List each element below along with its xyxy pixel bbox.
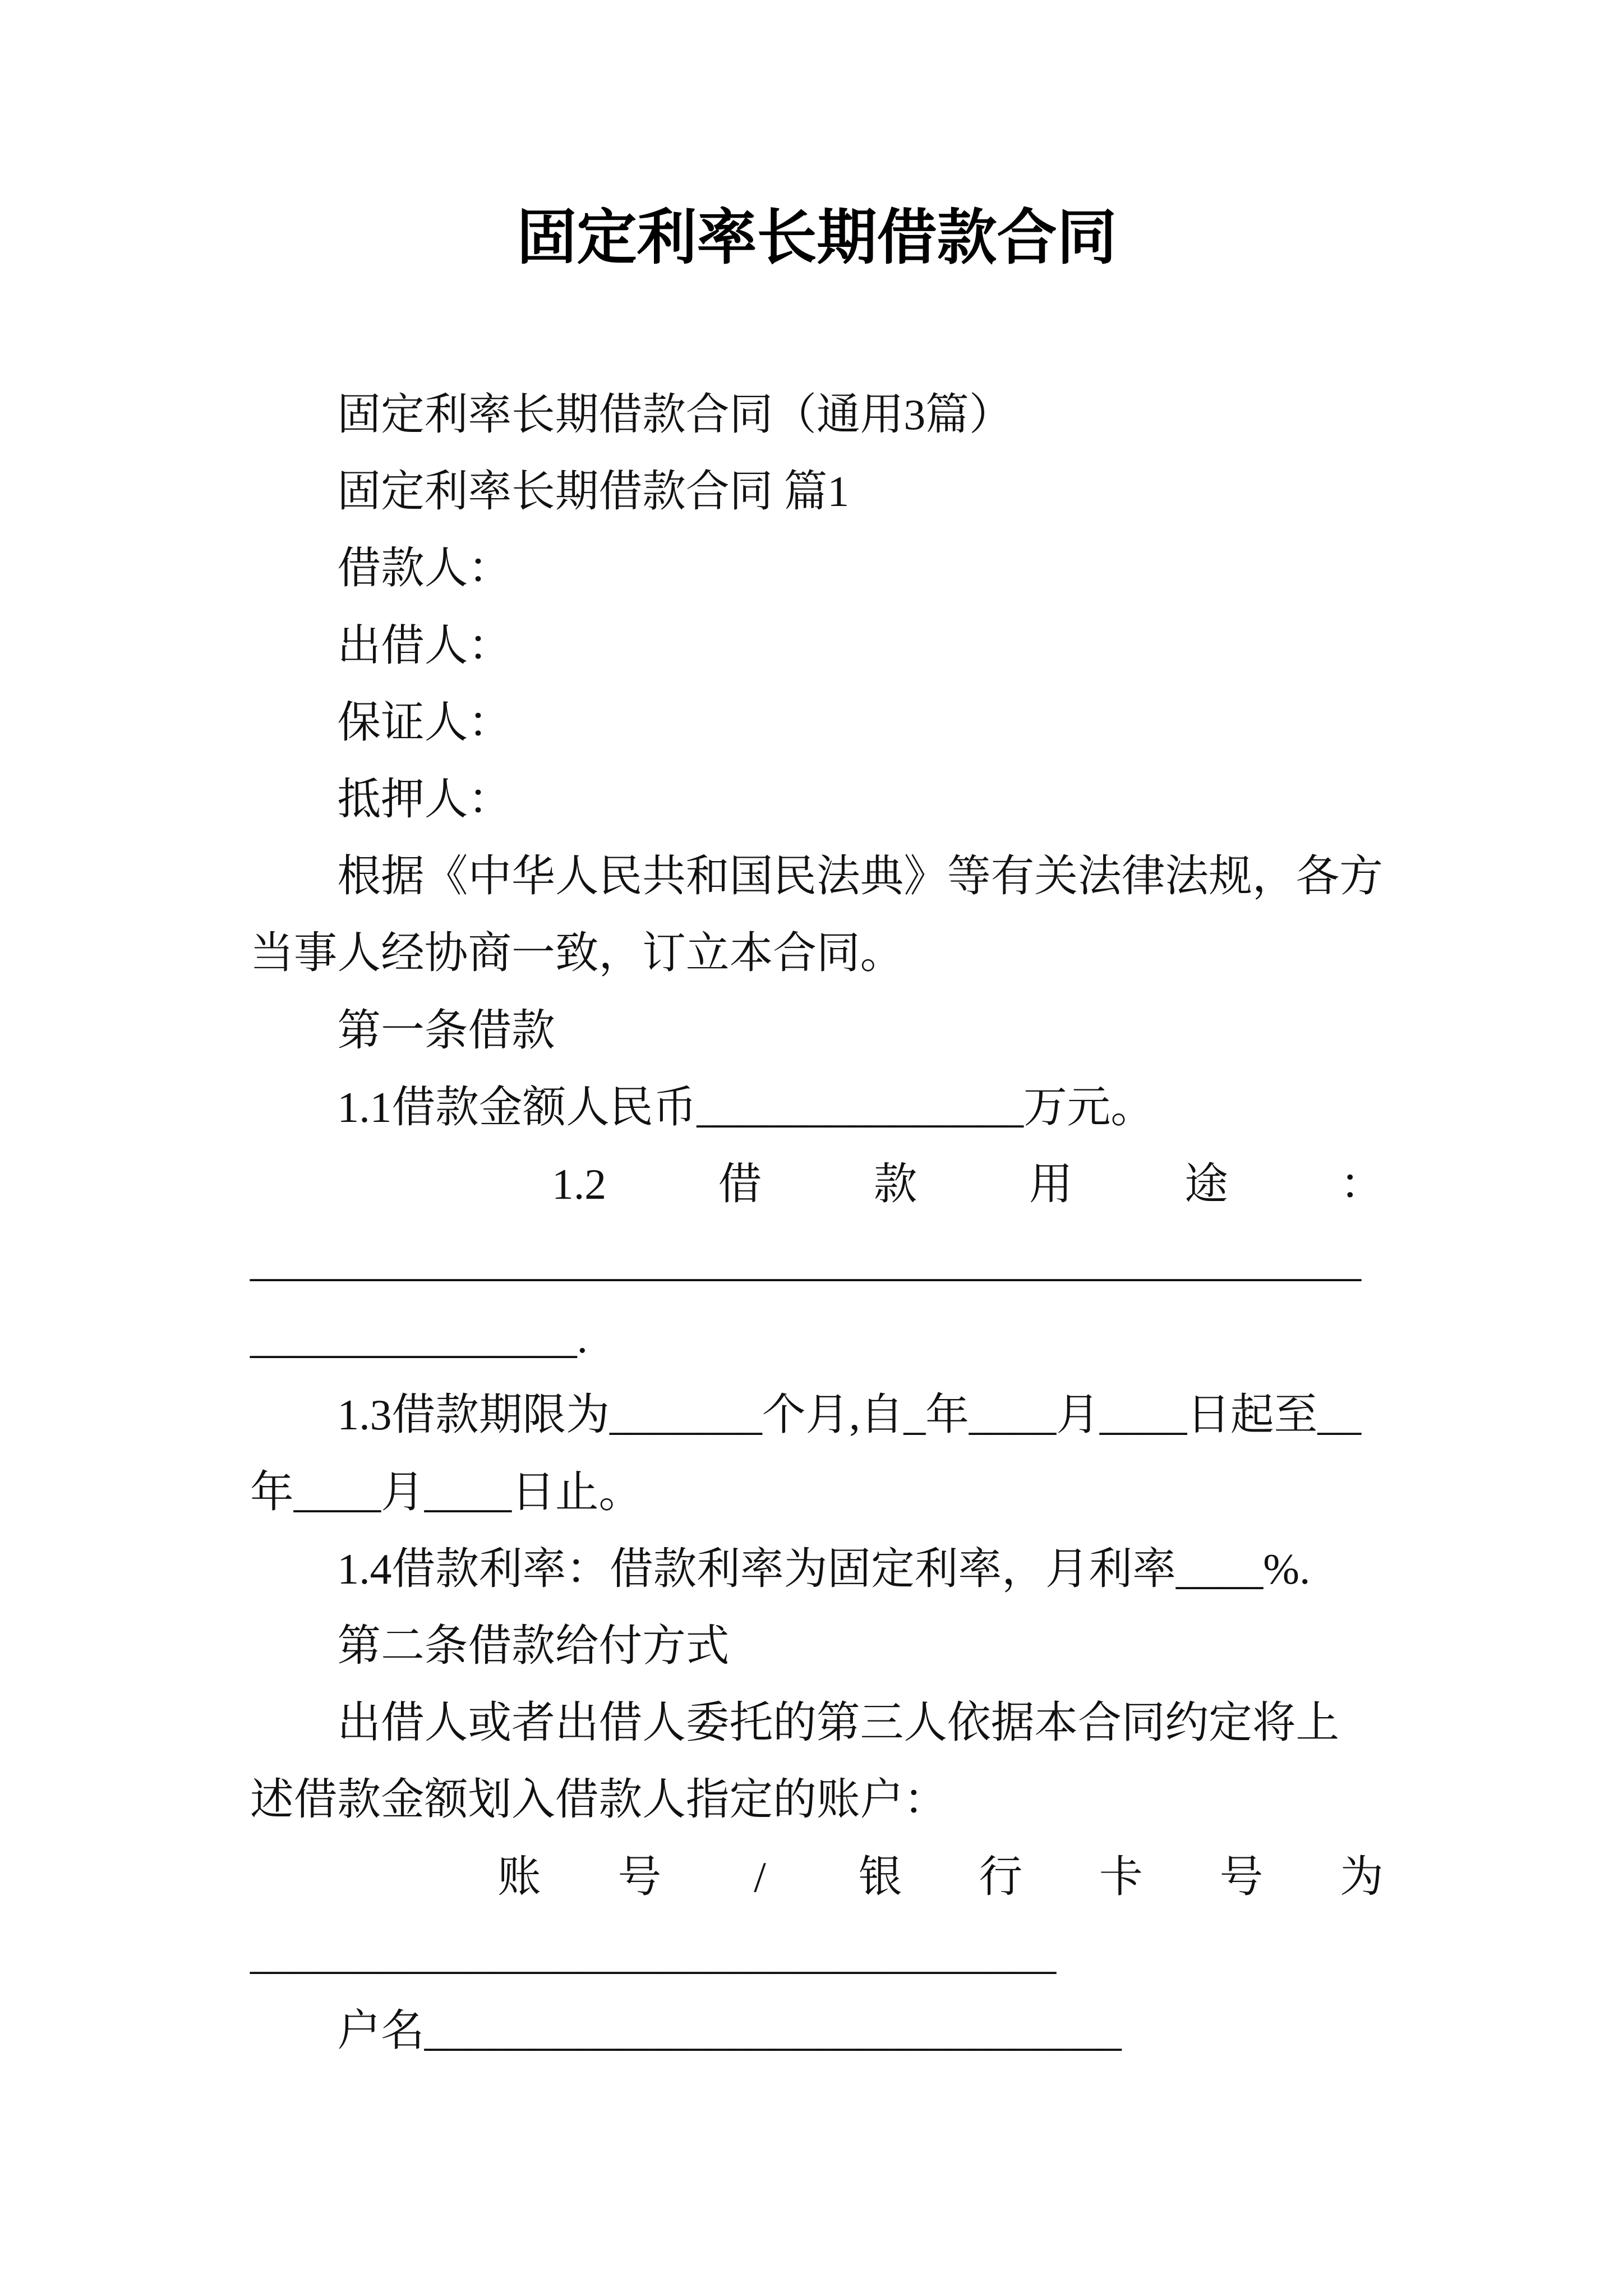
- party-guarantor: 保证人：: [337, 698, 512, 747]
- purpose-token: 1.2: [552, 1159, 607, 1208]
- purpose-token: 用: [1029, 1159, 1073, 1208]
- preamble-line-1: 根据《中华人民共和国民法典》等有关法律法规，各方: [337, 852, 1383, 901]
- purpose-blank-line-2: _______________.: [250, 1314, 588, 1363]
- article-2-body-line-1: 出借人或者出借人委托的第三人依据本合同约定将上: [337, 1699, 1340, 1747]
- preamble-line-2: 当事人经协商一致，订立本合同。: [250, 929, 904, 978]
- party-mortgagor: 抵押人：: [337, 775, 512, 823]
- collection-heading: 固定利率长期借款合同（通用3篇）: [337, 390, 1013, 439]
- account-token: 号: [1219, 1852, 1264, 1901]
- document-title: 固定利率长期借款合同: [517, 205, 1117, 272]
- account-number-blank: _____________________________________: [250, 1929, 1057, 1978]
- account-token: 为: [1340, 1852, 1384, 1901]
- account-token: 银: [858, 1852, 902, 1901]
- purpose-token: 款: [873, 1159, 917, 1208]
- account-token: 账: [497, 1852, 541, 1901]
- account-token: 行: [979, 1852, 1023, 1901]
- clause-1-3-term-line-2: 年____月____日止。: [250, 1467, 643, 1516]
- account-token: 卡: [1099, 1852, 1143, 1901]
- account-name-line: 户名________________________________: [337, 2006, 1122, 2055]
- party-lender: 出借人：: [337, 621, 512, 670]
- account-number-label: [250, 1839, 1384, 1916]
- article-1-heading: 第一条借款: [337, 1006, 555, 1055]
- part-title: 固定利率长期借款合同 篇1: [337, 467, 850, 516]
- party-borrower: 借款人：: [337, 544, 512, 593]
- account-token: 号: [617, 1852, 662, 1901]
- clause-1-1-amount: 1.1借款金额人民币_______________万元。: [337, 1083, 1155, 1131]
- article-2-body-line-2: 述借款金额划入借款人指定的账户：: [250, 1775, 947, 1824]
- document-body: [250, 376, 1384, 2069]
- purpose-token: ：: [1340, 1159, 1384, 1208]
- purpose-token: 借: [718, 1159, 762, 1208]
- clause-1-3-term-line-1: 1.3借款期限为_______个月,自_年____月____日起至__: [337, 1391, 1362, 1439]
- clause-1-4-rate: 1.4借款利率：借款利率为固定利率，月利率____%.: [337, 1544, 1311, 1593]
- purpose-token: 途: [1184, 1159, 1228, 1208]
- account-token: /: [754, 1852, 766, 1901]
- article-2-heading: 第二条借款给付方式: [337, 1622, 730, 1670]
- purpose-blank-line-1: ___________________________________________________: [250, 1237, 1362, 1286]
- clause-1-2-purpose-label: [250, 1146, 1384, 1223]
